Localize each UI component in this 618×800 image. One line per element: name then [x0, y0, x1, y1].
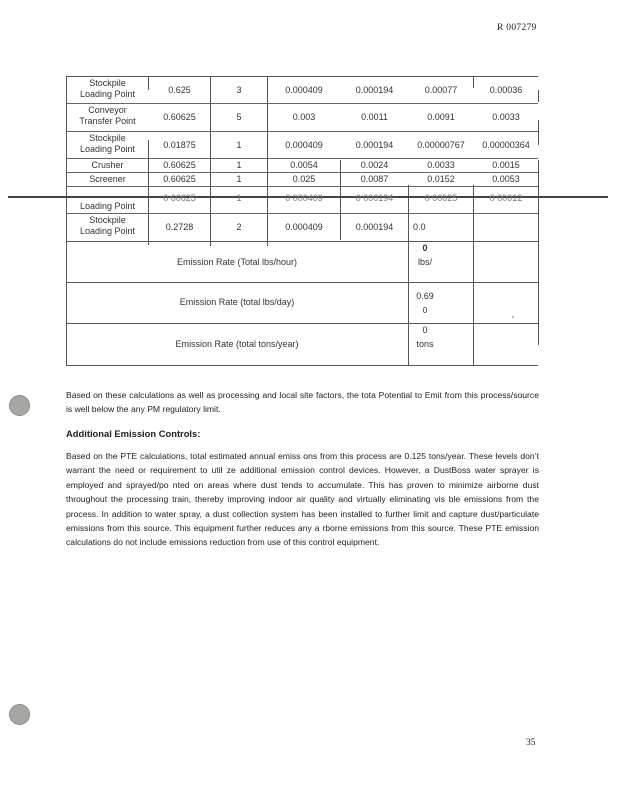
table-row — [67, 160, 148, 171]
source-name-line1: Conveyor — [88, 105, 127, 115]
total-value-lbs-day — [395, 291, 455, 316]
total-label-lbs-day: Emission Rate (total lbs/day) — [179, 297, 295, 307]
table-row — [67, 201, 148, 212]
table-row — [67, 78, 148, 100]
emissions-table — [0, 0, 618, 380]
cell-value: 0.000409 — [285, 140, 323, 150]
table-row — [67, 215, 148, 237]
cell-value: 0.025 — [292, 174, 316, 184]
controls-paragraph: Based on the PTE calculations, total estimated annual emiss ons from this process are 0.125 tons/year. These levels don’t warrant the need or requirement to util ze additional emission control devices. However, a DustBoss water sprayer is employed and sprayed/po nted on areas where dust tends to accumulate. This has proven to minimize airborne dust throughout the processing train, thereby improving indoor air quality and virtually eliminating vis ble emissions from the process. In addition to water spray, a dust collection system has been installed to further limit and capture dust/particulate emissions from this source. This equipment further reduces any a rborne emissions from this source. These PTE emission calculations do not include emissions reduction from use of this control equipment. — [66, 451, 539, 548]
cell-value: 1 — [236, 174, 242, 184]
cell-value: 0.00000767 — [417, 140, 465, 150]
total-value-line2: tons — [416, 339, 434, 349]
cell-value: 0.625 — [168, 85, 191, 95]
cell-value: 0.2728 — [165, 222, 194, 232]
stray-mark: ° — [511, 316, 515, 323]
source-name: Loading Point — [79, 201, 136, 211]
cell-value: 0.01875 — [163, 140, 196, 150]
source-name-line2: Loading Point — [79, 226, 136, 236]
cell-value: 0.0024 — [360, 160, 389, 170]
bates-number: R 007279 — [497, 23, 537, 33]
table-row — [67, 133, 148, 155]
total-value-line1: 0 — [422, 243, 428, 253]
cell-value: 0 60625 — [163, 193, 196, 203]
cell-value: 0.0033 — [492, 112, 520, 122]
cell-value: 0.60625 — [163, 160, 196, 170]
cell-value: 0.0091 — [427, 112, 455, 122]
hole-punch-mark — [9, 395, 30, 416]
total-label-lbs-hour: Emission Rate (Total lbs/hour) — [176, 257, 298, 267]
cell-value: 0.000409 — [285, 85, 323, 95]
conclusion-paragraph: Based on these calculations as well as processing and local site factors, the tota Potential to Emit from this process/source is well below the any PM regulatory limit. — [66, 390, 539, 415]
total-value-tons-year — [395, 325, 455, 350]
source-name-line1: Stockpile — [89, 78, 126, 88]
cell-value: 0.0 — [413, 222, 426, 232]
cell-value: 0 00012 — [489, 193, 523, 203]
total-value-line1: 0.69 — [416, 291, 434, 301]
cell-value: 1 — [236, 140, 242, 150]
cell-value: 0.0011 — [361, 112, 388, 122]
cell-value: 0.0054 — [290, 160, 318, 170]
source-name-line1: Stockpile — [89, 133, 126, 143]
cell-value: 3 — [236, 85, 242, 95]
total-value-line2: 0 — [422, 306, 428, 315]
cell-value: 0.000194 — [355, 140, 394, 150]
cell-value: 0.0152 — [427, 174, 455, 184]
cell-value: 0 00025 — [424, 193, 458, 203]
cell-value: 1 — [236, 160, 242, 170]
total-label-tons-year: Emission Rate (total tons/year) — [175, 339, 299, 349]
cell-value: 2 — [236, 222, 242, 232]
cell-value: 0.00000364 — [482, 140, 530, 150]
total-value-line2: lbs/ — [417, 257, 432, 267]
hole-punch-mark — [9, 704, 30, 725]
cell-value: 5 — [236, 112, 242, 122]
page-number: 35 — [526, 738, 536, 748]
cell-value: 0.0053 — [492, 174, 520, 184]
cell-value: 0.60625 — [163, 112, 196, 122]
cell-value: 0 000409 — [285, 193, 323, 203]
cell-value: 0.0015 — [492, 160, 520, 170]
cell-value: 1 — [236, 193, 242, 203]
source-name-line2: Loading Point — [79, 144, 136, 154]
cell-value: 0.00036 — [489, 85, 523, 95]
cell-value: 0.000194 — [355, 85, 394, 95]
table-row — [67, 105, 148, 127]
cell-value: 0.000409 — [285, 222, 323, 232]
cell-value: 0.0087 — [360, 174, 389, 184]
cell-value: 0.000194 — [355, 222, 394, 232]
cell-value: 0.60625 — [163, 174, 196, 184]
cell-value: 0.00077 — [424, 85, 458, 95]
table-row — [67, 174, 148, 185]
source-name-line1: Stockpile — [89, 215, 126, 225]
section-heading: Additional Emission Controls: — [66, 428, 201, 439]
source-name-line2: Transfer Point — [79, 116, 136, 126]
cell-value: 0.003 — [292, 112, 316, 122]
source-name: Crusher — [91, 160, 124, 170]
source-name-line2: Loading Point — [79, 89, 136, 99]
source-name: Screener — [89, 174, 126, 184]
total-value-lbs-hour — [395, 243, 455, 268]
cell-value: 0.0033 — [427, 160, 455, 170]
cell-value: 0 000194 — [355, 193, 394, 203]
total-value-line1: 0 — [422, 325, 428, 335]
